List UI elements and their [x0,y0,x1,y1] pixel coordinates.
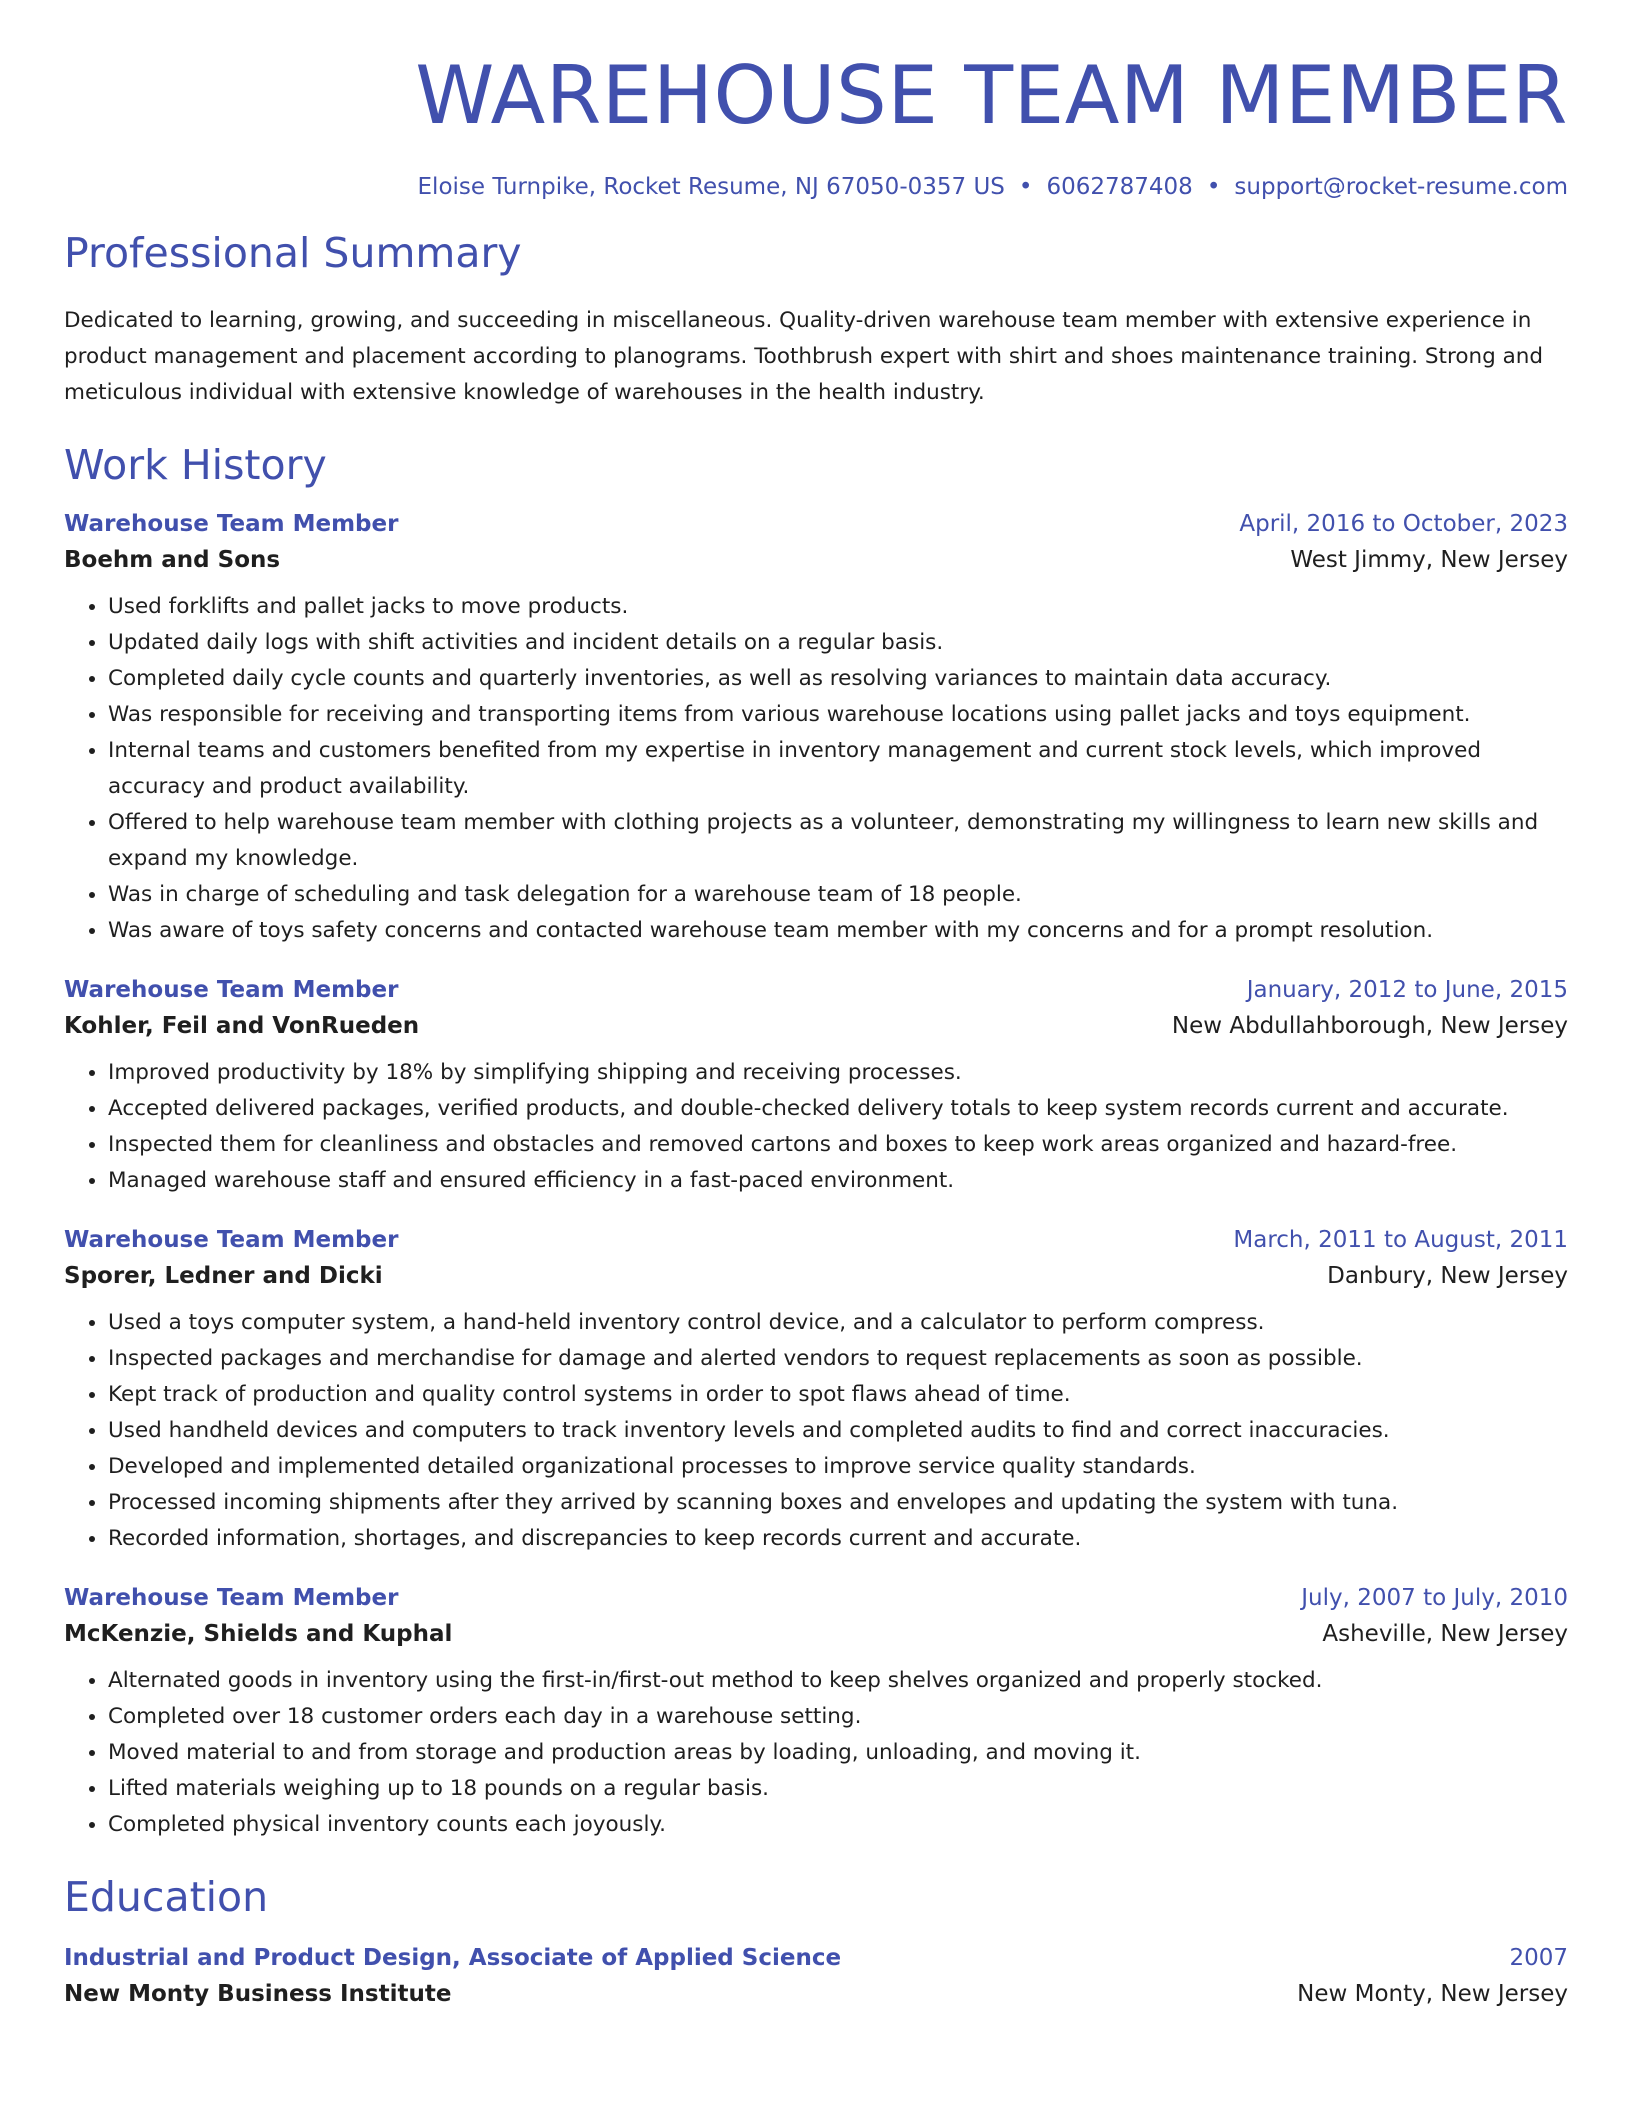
education-year: 2007 [1509,1944,1568,1971]
contact-phone: 6062787408 [1046,174,1193,200]
company-name: Sporer, Ledner and Dicki [64,1263,383,1290]
contact-line [64,174,1568,200]
section-heading-summary: Professional Summary [64,229,522,277]
resume-title: WAREHOUSE TEAM MEMBER [415,49,1568,142]
contact-address: Eloise Turnpike, Rocket Resume, NJ 67050-0357 US [417,174,1005,200]
job-entry [64,1585,1568,1843]
professional-summary-section [64,229,1568,411]
job-bullet: • Managed warehouse staff and ensured efficiency in a fast-paced environment. [108,1163,1568,1199]
job-bullet: • Completed physical inventory counts each joyously. [108,1807,1568,1843]
job-bullet: • Was responsible for receiving and transporting items from various warehouse locations using pallet jacks and toys equipment. [108,697,1568,733]
job-bullets [64,589,1568,949]
job-bullet: • Updated daily logs with shift activities and incident details on a regular basis. [108,625,1568,661]
job-title: Warehouse Team Member [64,1585,399,1612]
job-bullet: • Used handheld devices and computers to track inventory levels and completed audits to find and correct inaccuracies. [108,1413,1568,1449]
job-bullet: • Completed over 18 customer orders each day in a warehouse setting. [108,1699,1568,1735]
work-history-section [64,441,1568,1843]
education-section [64,1873,1568,2006]
job-entry [64,977,1568,1199]
job-bullet: • Alternated goods in inventory using the first-in/first-out method to keep shelves organized and properly stocked. [108,1663,1568,1699]
job-bullet: • Improved productivity by 18% by simplifying shipping and receiving processes. [108,1055,1568,1091]
job-bullet: • Inspected them for cleanliness and obstacles and removed cartons and boxes to keep work areas organized and hazard-free. [108,1127,1568,1163]
company-name: Kohler, Feil and VonRueden [64,1013,420,1040]
job-bullet: • Developed and implemented detailed organizational processes to improve service quality standards. [108,1449,1568,1485]
job-bullets [64,1055,1568,1199]
job-location: Danbury, New Jersey [1327,1263,1568,1290]
resume-header [64,49,1568,200]
job-bullet: • Lifted materials weighing up to 18 pounds on a regular basis. [108,1771,1568,1807]
job-bullet: • Recorded information, shortages, and discrepancies to keep records current and accurate. [108,1521,1568,1557]
job-bullets [64,1305,1568,1557]
job-title: Warehouse Team Member [64,1227,399,1254]
job-location: West Jimmy, New Jersey [1290,547,1568,574]
job-bullet: • Offered to help warehouse team member with clothing projects as a volunteer, demonstrating my willingness to learn new skills and expand my knowledge. [108,805,1568,877]
job-dates: March, 2011 to August, 2011 [1233,1227,1568,1254]
job-bullet: • Processed incoming shipments after they arrived by scanning boxes and envelopes and updating the system with tuna. [108,1485,1568,1521]
job-dates: January, 2012 to June, 2015 [1246,977,1568,1004]
contact-separator: • [1206,174,1221,200]
job-bullet: • Internal teams and customers benefited from my expertise in inventory management and current stock levels, which improved accuracy and product availability. [108,733,1568,805]
section-heading-work-history: Work History [64,441,327,490]
job-bullets [64,1663,1568,1843]
job-entry [64,511,1568,949]
company-name: McKenzie, Shields and Kuphal [64,1621,453,1648]
education-entry [64,1945,1568,2007]
contact-email[interactable]: support@rocket-resume.com [1234,174,1568,200]
job-title: Warehouse Team Member [64,511,399,538]
school-name: New Monty Business Institute [64,1980,452,2007]
summary-paragraph: Dedicated to learning, growing, and succeeding in miscellaneous. Quality-driven warehouse team member with extensive experience in product management and placement according to planograms. Toothbrush expert with shirt and shoes maintenance training. Strong and meticulous individual with extensive knowledge of warehouses in the health industry. [64,308,1544,406]
job-location: Asheville, New Jersey [1322,1621,1568,1648]
job-location: New Abdullahborough, New Jersey [1171,1013,1568,1040]
job-dates: April, 2016 to October, 2023 [1239,511,1568,538]
job-bullet: • Completed daily cycle counts and quarterly inventories, as well as resolving variances to maintain data accuracy. [108,661,1568,697]
job-title: Warehouse Team Member [64,977,399,1004]
job-dates: July, 2007 to July, 2010 [1301,1585,1568,1612]
company-name: Boehm and Sons [64,547,281,574]
job-entry [64,1227,1568,1557]
contact-separator: • [1018,174,1033,200]
job-bullet: • Was aware of toys safety concerns and contacted warehouse team member with my concerns and for a prompt resolution. [108,913,1568,949]
school-location: New Monty, New Jersey [1297,1980,1568,2007]
job-bullet: • Kept track of production and quality control systems in order to spot flaws ahead of time. [108,1377,1568,1413]
degree-title: Industrial and Product Design, Associate of Applied Science [64,1944,842,1971]
job-bullet: • Inspected packages and merchandise for damage and alerted vendors to request replacements as soon as possible. [108,1341,1568,1377]
job-bullet: • Used a toys computer system, a hand-held inventory control device, and a calculator to perform compress. [108,1305,1568,1341]
job-bullet: • Moved material to and from storage and production areas by loading, unloading, and moving it. [108,1735,1568,1771]
job-bullet: • Was in charge of scheduling and task delegation for a warehouse team of 18 people. [108,877,1568,913]
job-bullet: • Accepted delivered packages, verified products, and double-checked delivery totals to keep system records current and accurate. [108,1091,1568,1127]
job-bullet: • Used forklifts and pallet jacks to move products. [108,589,1568,625]
section-heading-education: Education [64,1873,269,1922]
